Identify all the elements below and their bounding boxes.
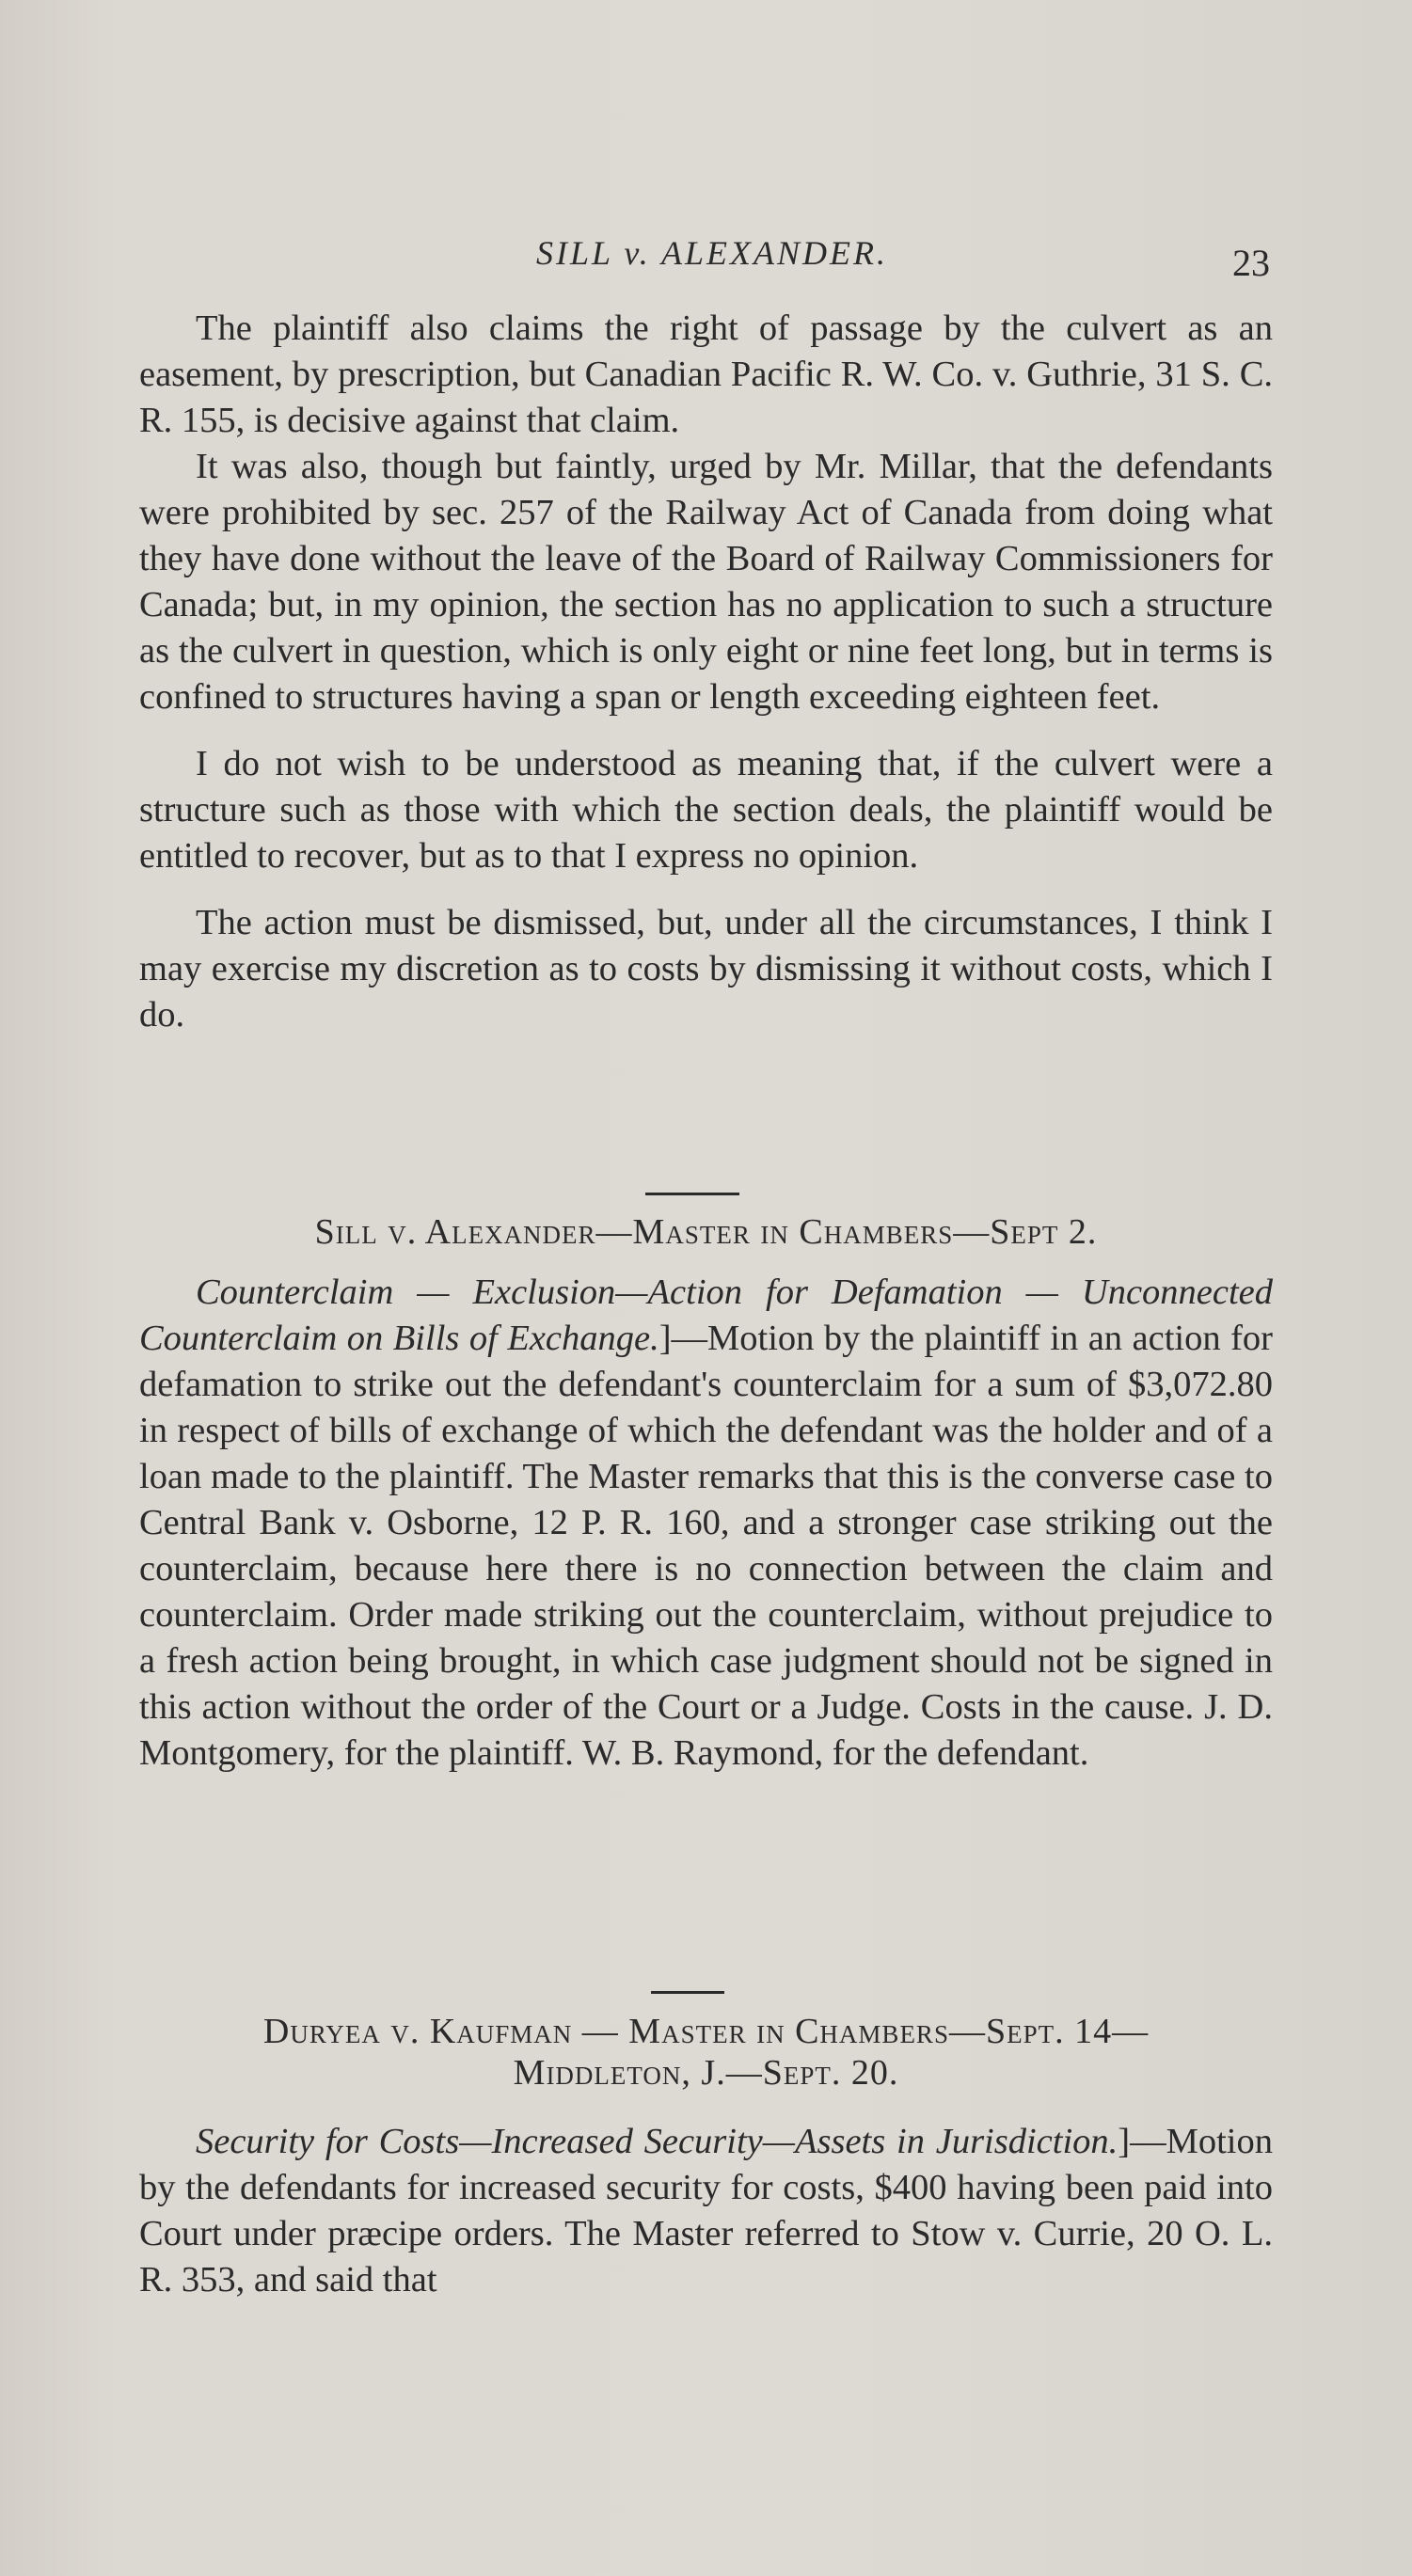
report-body-sill: ]—Motion by the plaintiff in an action for defamation to strike out the defendant's counterclaim for a sum of $3,072.80 in respect of bills of exchange of which the defendant was the holder and of a loan made to the plaintiff. The Master remarks that this is the converse case to Central Bank v. Osborne, 12 P. R. 160, and a stronger case striking out the counterclaim, because here there is no connection between the claim and counterclaim. Order made striking out the counterclaim, without prejudice to a fresh action being brought, in which case judgment should not be signed in this action without the order of the Court or a Judge. Costs in the cause. J. D. Montgomery, for the plaintiff. W. B. Raymond, for the defendant.: [139, 1319, 1273, 1773]
paragraph-dismissal: The action must be dismissed, but, under all the circumstances, I think I may exercise my discretion as to costs by dismissing it without costs, which I do.: [139, 903, 1273, 1035]
page-number: 23: [1232, 242, 1270, 284]
section-divider: [651, 1991, 724, 1994]
case-heading-duryea: [139, 2011, 1273, 2094]
headnote-sill: Counterclaim — Exclusion—Action for Defamation — Unconnected Counterclaim on Bills of Exchange.: [139, 1272, 1273, 1358]
case-heading-sill: Sill v. Alexander—Master in Chambers—Sept 2.: [314, 1212, 1098, 1252]
judgment-conclusion: [139, 306, 1273, 1038]
paragraph-no-opinion: I do not wish to be understood as meaning that, if the culvert were a structure such as those with which the section deals, the plaintiff would be entitled to recover, but as to that I express no opinion.: [139, 744, 1273, 876]
section-divider: [645, 1193, 739, 1195]
case-report-sill: [139, 1270, 1273, 1777]
case-heading-duryea-line1: Duryea v. Kaufman — Master in Chambers—Sept. 14—: [262, 2012, 1150, 2051]
paragraph-railway-act: It was also, though but faintly, urged by Mr. Millar, that the defendants were prohibited by sec. 257 of the Railway Act of Canada from doing what they have done without the leave of the Board of Railway Commissioners for Canada; but, in my opinion, the section has no application to such a structure as the culvert in question, which is only eight or nine feet long, but in terms is confined to structures having a span or length exceeding eighteen feet.: [139, 447, 1273, 717]
report-body-duryea: ]—Motion by the defendants for increased security for costs, $400 having been paid into Court under præcipe orders. The Master referred to Stow v. Currie, 20 O. L. R. 353, and said that: [139, 2122, 1273, 2299]
case-heading-duryea-line2: Middleton, J.—Sept. 20.: [513, 2053, 899, 2093]
running-title: SILL v. ALEXANDER.: [536, 234, 889, 272]
headnote-duryea: Security for Costs—Increased Security—Assets in Jurisdiction.: [196, 2122, 1118, 2161]
case-report-duryea: [139, 2119, 1273, 2303]
page-header: [141, 233, 1270, 290]
paragraph-easement: The plaintiff also claims the right of passage by the culvert as an easement, by prescription, but Canadian Pacific R. W. Co. v. Guthrie, 31 S. C. R. 155, is decisive against that claim.: [139, 308, 1273, 440]
